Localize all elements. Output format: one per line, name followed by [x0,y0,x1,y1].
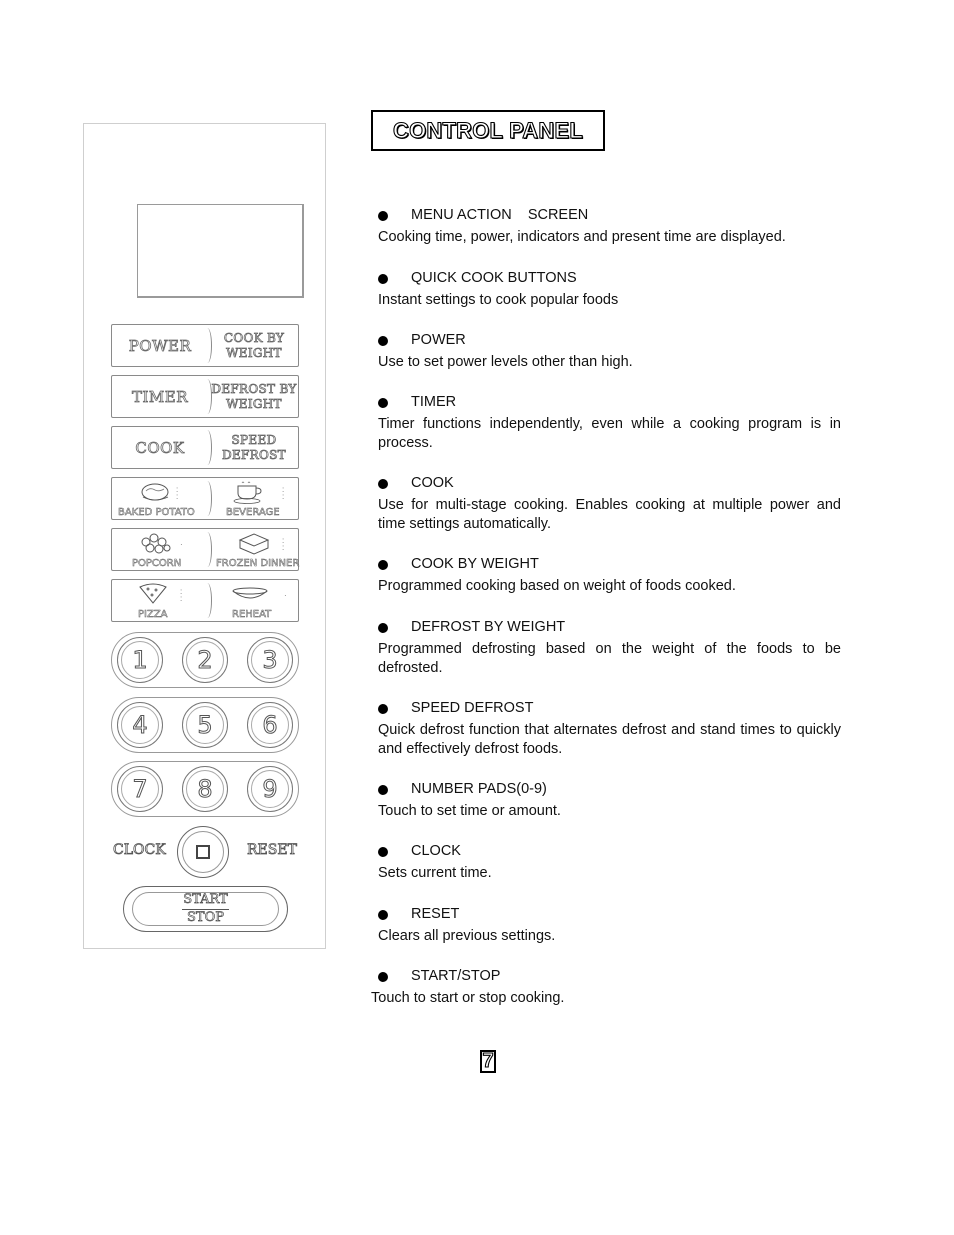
bullet-icon [378,336,388,346]
item-quick-cook-buttons [378,269,841,310]
item-description: Quick defrost function that alternates defrost and stand times to quickly and effectively defrost foods. [378,722,841,757]
start-stop-button[interactable] [123,886,288,932]
item-description: Programmed defrosting based on the weight of the foods to be defrosted. [378,641,841,676]
item-heading: START/STOP [411,968,501,984]
potato-icon [140,482,172,504]
panel-row-cook [111,426,299,469]
bullet-icon [378,910,388,920]
baked-potato-label: BAKED POTATO [118,507,195,518]
defrost-by-weight-label-line2: WEIGHT [226,396,282,411]
menu-action-screen [137,204,304,298]
item-heading: DEFROST BY WEIGHT [411,619,566,635]
bullet-icon [378,479,388,489]
item-description: Use for multi-stage cooking. Enables cooking at multiple power and time settings automatically. [378,497,841,532]
bullet-icon [378,847,388,857]
item-menu-action-screen [378,206,841,247]
power-button[interactable]: POWER [128,336,192,355]
item-description: Clears all previous settings. [378,928,556,944]
item-description: Sets current time. [378,865,492,881]
number-5-label: 5 [186,706,224,744]
bullet-icon [378,623,388,633]
reheat-button[interactable] [208,580,300,621]
item-heading: MENU ACTION SCREEN [411,207,589,223]
number-3-button[interactable] [247,637,293,683]
defrost-by-weight-button[interactable] [208,376,300,417]
number-2-label: 2 [186,641,224,679]
item-description: Instant settings to cook popular foods [378,292,619,308]
item-description: Programmed cooking based on weight of foods cooked. [378,578,736,594]
bullet-icon [378,560,388,570]
popcorn-label: POPCORN [132,558,182,569]
item-heading: RESET [411,906,460,922]
number-6-label: 6 [251,706,289,744]
speed-defrost-button[interactable] [208,427,300,468]
reset-button[interactable]: RESET [247,842,297,858]
bullet-icon [378,972,388,982]
frozen-dinner-label: FROZEN DINNER [216,558,300,569]
indicator-dots: · [284,591,287,600]
number-6-button[interactable] [247,702,293,748]
clock-button[interactable]: CLOCK [113,842,166,858]
bullet-icon [378,398,388,408]
number-7-button[interactable] [117,766,163,812]
control-panel-illustration [83,123,326,949]
cook-by-weight-label-line2: WEIGHT [226,345,282,360]
popcorn-button[interactable] [112,529,208,570]
stop-label: STOP [187,910,224,925]
item-timer [378,393,841,453]
item-reset [378,905,841,946]
page-title-box [371,110,605,151]
number-7-label: 7 [121,770,159,808]
number-4-label: 4 [121,706,159,744]
item-description: Touch to start or stop cooking. [371,990,565,1006]
item-speed-defrost [378,699,841,759]
indicator-dots: : : [282,485,285,501]
pizza-label: PIZZA [138,609,168,620]
cook-button[interactable]: COOK [135,438,185,457]
speed-defrost-label-line1: SPEED [231,432,277,447]
item-heading: CLOCK [411,843,461,859]
item-description: Use to set power levels other than high. [378,354,633,370]
item-heading: POWER [411,332,466,348]
item-start-stop [371,967,841,1008]
page-title: CONTROL PANEL [392,117,583,143]
panel-row-power [111,324,299,367]
bullet-icon [378,785,388,795]
bullet-icon [378,211,388,221]
bullet-icon [378,704,388,714]
item-heading: SPEED DEFROST [411,700,534,716]
indicator-dots: : : [180,587,183,603]
pizza-button[interactable] [112,580,208,621]
number-8-button[interactable] [182,766,228,812]
stop-square-icon [196,845,210,859]
bowl-icon [230,586,270,604]
panel-row-timer [111,375,299,418]
number-2-button[interactable] [182,637,228,683]
item-cook-by-weight [378,555,841,596]
beverage-button[interactable] [208,478,300,519]
item-power [378,331,841,372]
indicator-dots: : : [282,536,285,552]
panel-row-pizza [111,579,299,622]
indicator-dots: : : [176,485,179,501]
item-description: Touch to set time or amount. [378,803,561,819]
start-label: START [183,892,228,907]
bullet-icon [378,274,388,284]
panel-row-popcorn [111,528,299,571]
frozen-dinner-icon [236,532,272,556]
item-description: Timer functions independently, even while a cooking program is in process. [378,416,841,451]
cup-icon [230,481,270,505]
panel-row-baked-potato [111,477,299,520]
item-heading: COOK [411,475,454,491]
item-number-pads [378,780,841,821]
cook-by-weight-label-line1: COOK BY [223,330,285,345]
item-description: Cooking time, power, indicators and present time are displayed. [378,229,786,245]
page-number: 7 [480,1050,496,1073]
number-1-label: 1 [121,641,159,679]
defrost-by-weight-label-line1: DEFROST BY [211,381,297,396]
number-4-button[interactable] [117,702,163,748]
reheat-label: REHEAT [232,609,272,620]
cook-by-weight-button[interactable] [208,325,300,366]
item-cook [378,474,841,534]
beverage-label: BEVERAGE [226,507,280,518]
number-1-button[interactable] [117,637,163,683]
item-heading: NUMBER PADS(0-9) [411,781,547,797]
item-clock [378,842,841,883]
speed-defrost-label-line2: DEFROST [222,447,286,462]
stop-square-button[interactable] [177,826,229,878]
pizza-icon [136,583,170,607]
frozen-dinner-button[interactable] [208,529,300,570]
baked-potato-button[interactable] [112,478,208,519]
item-heading: COOK BY WEIGHT [411,556,539,572]
item-heading: QUICK COOK BUTTONS [411,270,577,286]
popcorn-icon [136,532,176,556]
number-5-button[interactable] [182,702,228,748]
item-heading: TIMER [411,394,457,410]
timer-button[interactable]: TIMER [131,387,189,406]
number-8-label: 8 [186,770,224,808]
item-defrost-by-weight [378,618,841,678]
indicator-dots: · [180,540,183,549]
number-9-button[interactable] [247,766,293,812]
number-3-label: 3 [251,641,289,679]
number-9-label: 9 [251,770,289,808]
